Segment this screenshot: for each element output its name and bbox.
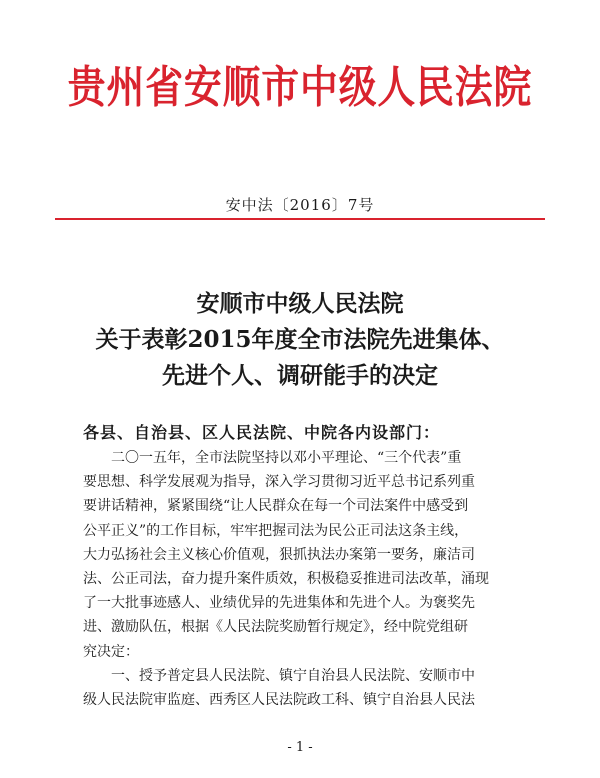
title-line-2: 关于表彰2015年度全市法院先进集体、 [95,326,505,353]
body-line: 二〇一五年，全市法院坚持以邓小平理论、“三个代表”重 [111,450,462,466]
body-line: 法、公正司法，奋力提升案件质效，积极稳妥推进司法改革，涌现 [83,571,489,588]
body-line: 大力弘扬社会主义核心价值观，狠抓执法办案第一要务，廉洁司 [83,546,475,563]
title-line-1: 安顺市中级人民法院 [196,290,404,317]
body-line: 公平正义”的工作目标，牢牢把握司法为民公正司法这条主线， [83,522,469,539]
red-divider-line [55,218,545,220]
body-line: 要讲话精神，紧紧围绕“让人民群众在每一个司法案件中感受到 [83,498,469,515]
body-line: 一、授予普定县人民法院、镇宁自治县人民法院、安顺市中 [111,667,475,684]
masthead-title: 贵州省安顺市中级人民法院 [67,62,533,113]
document-number: 安中法〔2016〕7号 [225,196,375,214]
page-number: - 1 - [287,740,313,755]
document-title [0,286,600,394]
body-line: 级人民法院审监庭、西秀区人民法院政工科、镇宁自治县人民法 [83,692,475,709]
body-line: 究决定： [83,643,139,660]
body-line: 要思想、科学发展观为指导，深入学习贯彻习近平总书记系列重 [83,474,475,491]
body-line: 进、激励队伍，根据《人民法院奖励暂行规定》，经中院党组研 [83,619,468,636]
body-text [83,446,533,712]
body-line: 了一大批事迹感人、业绩优异的先进集体和先进个人。为褒奖先 [83,595,475,612]
title-line-3: 先进个人、调研能手的决定 [162,362,438,389]
addressee: 各县、自治县、区人民法院、中院各内设部门： [83,423,441,442]
